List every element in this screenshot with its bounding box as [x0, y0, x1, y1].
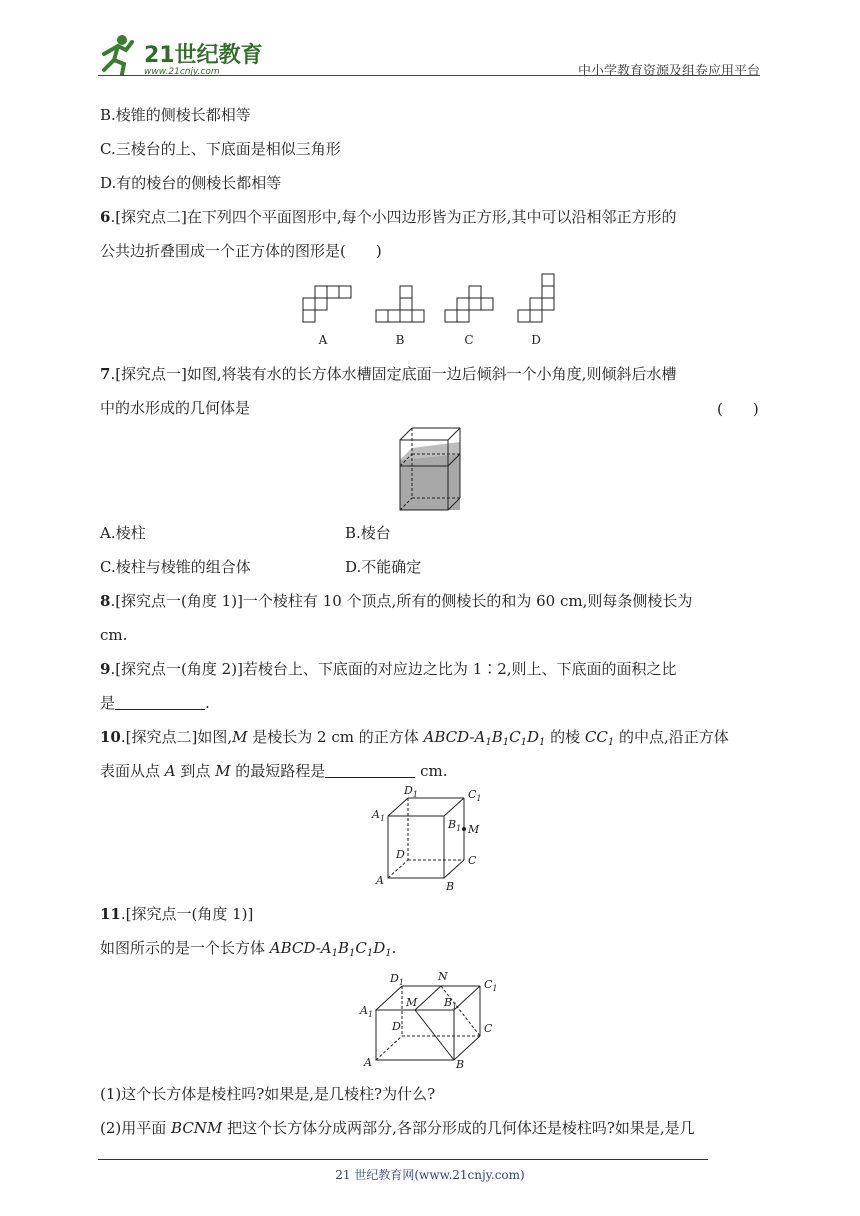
- q11-label-m: M: [406, 996, 418, 1009]
- q6-label-c: C: [464, 333, 474, 347]
- q6-label-b: B: [395, 333, 405, 347]
- q10-label-d1: $D_1$: [404, 784, 418, 799]
- q11-text-2a: 如图所示的是一个长方体: [100, 939, 270, 957]
- q10-text-1a: .[探究点二]如图,: [120, 728, 233, 746]
- q11-number: 11: [100, 905, 121, 923]
- q10-text-1c: 的棱: [545, 728, 585, 746]
- q7-tank-figure: [392, 422, 470, 516]
- q6-number: 6: [100, 208, 111, 226]
- logo: [92, 30, 262, 78]
- footer-link[interactable]: 21 世纪教育网(www.21cnjy.com): [335, 1168, 525, 1182]
- q8-text-1: .[探究点一(角度 1)]一个棱柱有 10 个顶点,所有的侧棱长的和为 60 cm,则每条侧棱长为: [110, 592, 693, 610]
- q10-label-d: D: [396, 848, 405, 861]
- q10-text-2a: 表面从点: [100, 762, 165, 780]
- q10-number: 10: [100, 728, 121, 746]
- q11-label-a: A: [364, 1056, 372, 1069]
- q6-line-2: 公共边折叠围成一个正方体的图形是( ): [100, 242, 382, 260]
- q6-label-a: A: [318, 333, 328, 347]
- q11-label-b1: $B_1$: [444, 996, 458, 1011]
- logo-url: www.21cnjy.com: [144, 67, 220, 77]
- q7-option-d: D.不能确定: [345, 558, 422, 576]
- q11-plane-name: BCNM: [171, 1119, 223, 1137]
- q5-option-b: B.棱锥的侧棱长都相等: [100, 106, 251, 124]
- q10-line-1: [100, 727, 729, 747]
- header-slogan: 中小学教育资源及组卷应用平台: [577, 64, 760, 79]
- q11-cuboid-name: ABCD-$A_1B_1C_1D_1$: [269, 939, 392, 959]
- q9-text-2: 是: [100, 694, 116, 712]
- q11-label-c: C: [484, 1022, 493, 1035]
- q10-unit: cm.: [415, 762, 448, 780]
- q9-number: 9: [100, 660, 111, 678]
- q11-label-d: D: [392, 1020, 401, 1033]
- q10-cube-figure: [368, 784, 494, 896]
- q10-cube-name: ABCD-$A_1B_1C_1D_1$: [423, 728, 546, 748]
- q10-point-m-2: M: [215, 762, 231, 780]
- q8-number: 8: [100, 592, 111, 610]
- q10-label-c: C: [468, 854, 477, 867]
- q11-line-1: [100, 904, 253, 924]
- q8-line-2: cm.: [100, 626, 128, 644]
- q5-option-d: D.有的棱台的侧棱长都相等: [100, 174, 282, 192]
- q7-line-1: [100, 364, 676, 384]
- q7-option-a: A.棱柱: [100, 524, 146, 542]
- q7-number: 7: [100, 365, 111, 383]
- q6-text-1: .[探究点二]在下列四个平面图形中,每个小四边形皆为正方形,其中可以沿相邻正方形的: [110, 208, 677, 226]
- q10-label-a1: $A_1$: [372, 808, 386, 823]
- q10-edge-name: $CC_1$: [584, 728, 615, 748]
- q6-nets-figure: [290, 268, 580, 352]
- q8-line-1: [100, 591, 692, 611]
- q9-text-1: .[探究点一(角度 2)]若棱台上、下底面的对应边之比为 1∶2,则上、下底面的面积之比: [110, 660, 677, 678]
- q6-label-d: D: [531, 333, 541, 347]
- q7-option-c: C.棱柱与棱锥的组合体: [100, 558, 251, 576]
- q11-cuboid-figure: [356, 966, 508, 1070]
- q10-line-2: [100, 761, 447, 781]
- footer-divider: [98, 1159, 708, 1160]
- q9-period: .: [205, 694, 210, 712]
- q11-part-1: (1)这个长方体是棱柱吗?如果是,是几棱柱?为什么?: [100, 1085, 436, 1103]
- logo-runner-icon: [92, 30, 262, 78]
- q11-label-n: N: [438, 970, 448, 983]
- logo-title: 21世纪教育: [144, 43, 262, 68]
- q9-line-1: [100, 659, 677, 679]
- q6-line-1: [100, 207, 676, 227]
- q11-part-2b: 把这个长方体分成两部分,各部分形成的几何体还是棱柱吗?如果是,是几: [222, 1119, 695, 1137]
- q10-text-1b: 是棱长为 2 cm 的正方体: [247, 728, 424, 746]
- q10-answer-blank[interactable]: [325, 763, 415, 778]
- q10-label-c1: $C_1$: [468, 788, 482, 803]
- q10-text-2c: 的最短路程是: [230, 762, 326, 780]
- q11-part-2: [100, 1118, 695, 1138]
- q7-line-2: 中的水形成的几何体是: [100, 399, 251, 417]
- q7-text-1: .[探究点一]如图,将装有水的长方体水槽固定底面一边后倾斜一个小角度,则倾斜后水槽: [110, 365, 677, 383]
- q11-text-1: .[探究点一(角度 1)]: [120, 905, 254, 923]
- q11-line-2: [100, 938, 396, 958]
- q11-period: .: [391, 939, 397, 957]
- q10-text-1d: 的中点,沿正方体: [614, 728, 729, 746]
- q7-option-b: B.棱台: [345, 524, 391, 542]
- q9-answer-blank[interactable]: [115, 695, 205, 710]
- q10-label-a: A: [376, 874, 384, 887]
- q10-point-m: M: [232, 728, 248, 746]
- q11-label-a1: $A_1$: [360, 1004, 374, 1019]
- q11-label-c1: $C_1$: [484, 978, 498, 993]
- q11-part-2a: (2)用平面: [100, 1119, 172, 1137]
- q9-line-2: [100, 693, 210, 713]
- q10-label-b: B: [446, 880, 455, 893]
- q11-label-d1: $D_1$: [390, 972, 404, 987]
- q10-text-2b: 到点: [175, 762, 216, 780]
- q10-label-b1: $B_1$: [448, 818, 462, 833]
- q7-answer-paren: ( ): [717, 400, 759, 418]
- q5-option-c: C.三棱台的上、下底面是相似三角形: [100, 140, 341, 158]
- header-divider: [98, 75, 760, 76]
- q10-point-a: A: [164, 762, 176, 780]
- q11-label-b: B: [456, 1058, 465, 1070]
- q10-label-m: M: [468, 823, 480, 836]
